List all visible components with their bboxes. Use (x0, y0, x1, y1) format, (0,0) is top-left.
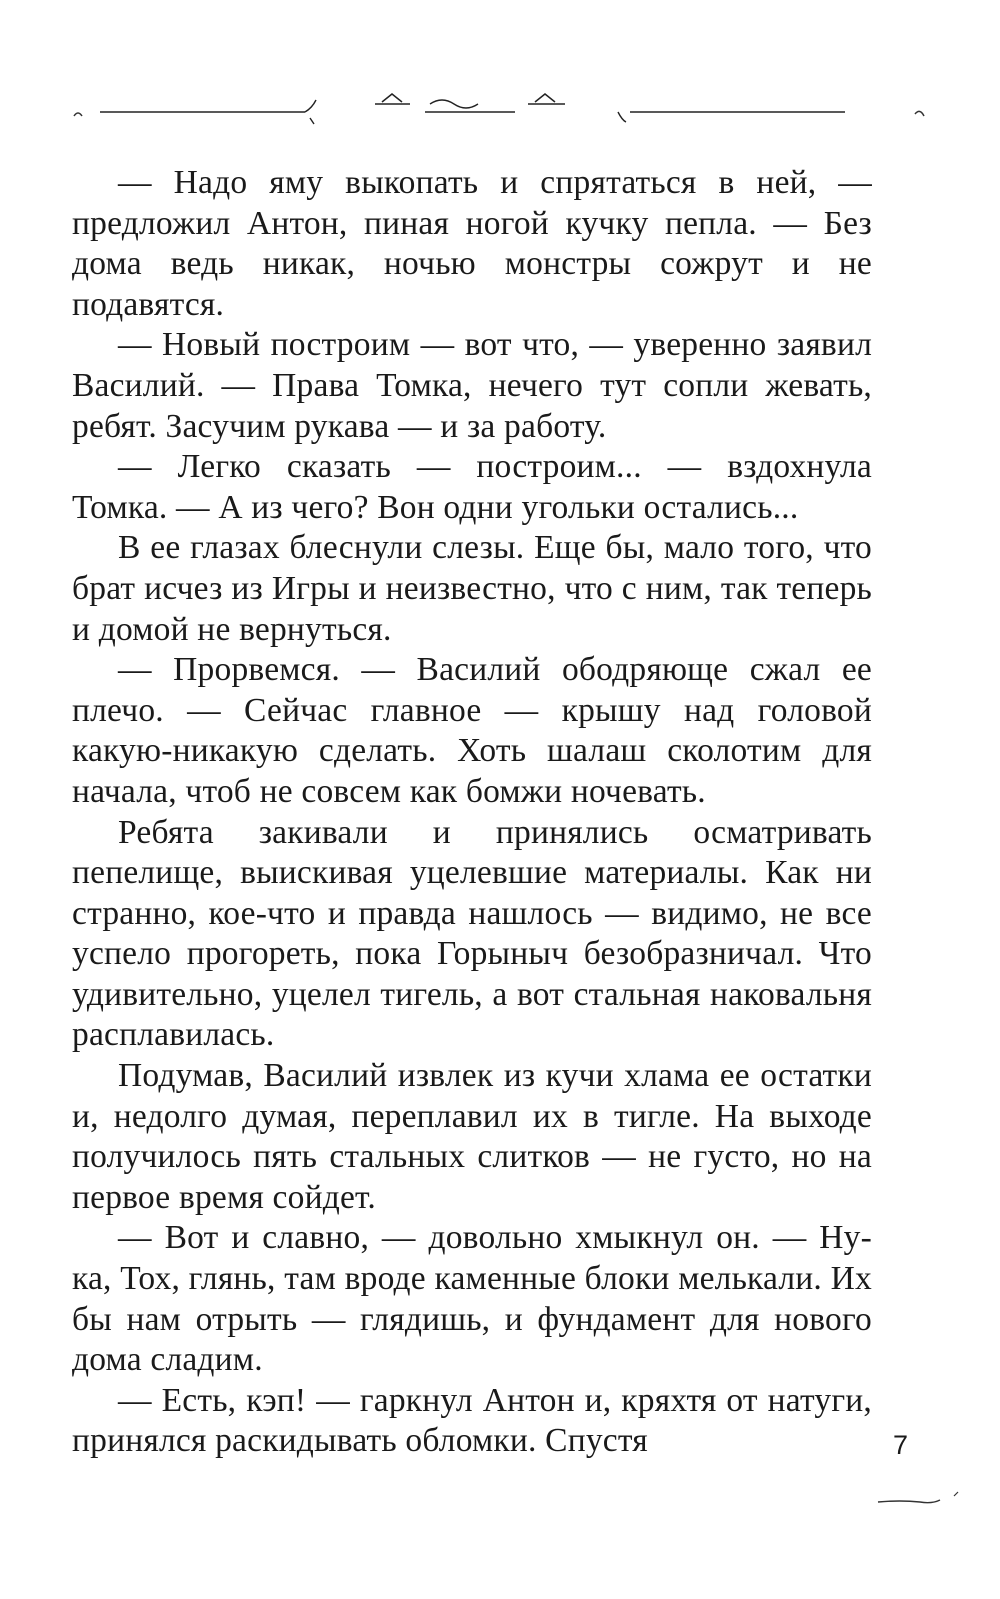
paragraph: — Легко сказать — построим... — вздохнула Томка. — А из чего? Вон одни угольки остались... (72, 448, 872, 526)
paragraph: Подумав, Василий извлек из кучи хлама ее остатки и, недолго думая, переплавил их в тигле. На выходе получилось пять стальных слитков — не густо, но на первое время сойдет. (72, 1057, 872, 1216)
page-number: 7 (893, 1430, 909, 1460)
paragraph: В ее глазах блеснули слезы. Еще бы, мало того, что брат исчез из Игры и неизвестно, что с ним, так теперь и домой не вернуться. (72, 529, 872, 648)
paragraph: — Надо яму выкопать и спрятаться в ней, — предложил Антон, пиная ногой кучку пепла. — Без дома ведь никак, ночью монстры сожрут и не подавятся. (72, 164, 872, 323)
paragraph: — Вот и славно, — довольно хмыкнул он. — Ну-ка, Тох, глянь, там вроде каменные блоки мелькали. Их бы нам отрыть — глядишь, и фундамент для нового дома сладим. (72, 1219, 872, 1379)
paragraph: Ребята закивали и принялись осматривать пепелище, выискивая уцелевшие материалы. Как ни странно, кое-что и правда нашлось — видимо, не все успело прогореть, пока Горыныч безобразничал. Что удивительно, уцелел тигель, а вот стальная наковальня расплавилась. (72, 813, 872, 1054)
body-text (72, 163, 872, 1462)
footer-ornament (870, 1490, 970, 1510)
paragraph: — Есть, кэп! — гаркнул Антон и, кряхтя от натуги, принялся раскидывать обломки. Спустя (72, 1381, 872, 1460)
paragraph: — Новый построим — вот что, — уверенно заявил Василий. — Права Томка, нечего тут сопли жевать, ребят. Засучим рукава — и за работу. (72, 326, 872, 445)
header-ornament (70, 80, 930, 130)
paragraph: — Прорвемся. — Василий ободряюще сжал ее плечо. — Сейчас главное — крышу над головой какую-никакую сделать. Хоть шалаш сколотим для начала, чтоб не совсем как бомжи ночевать. (72, 651, 872, 810)
